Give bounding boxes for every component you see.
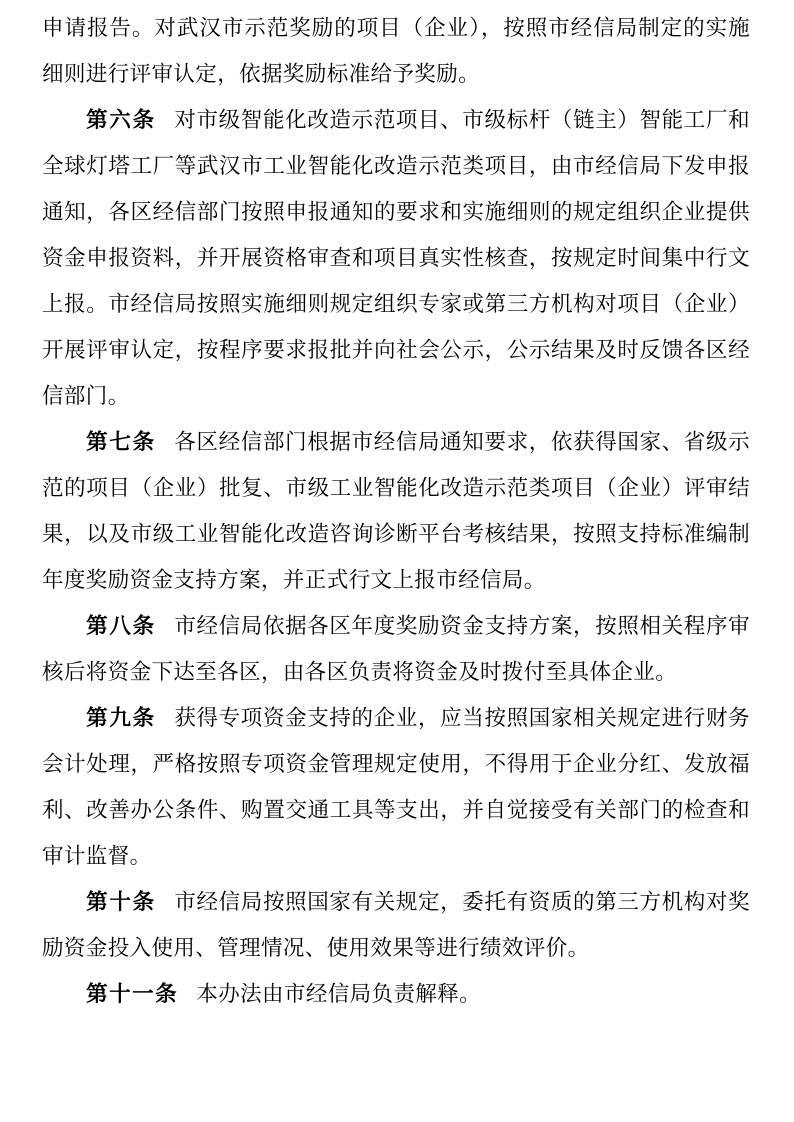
article-number: 第六条 <box>86 108 156 133</box>
article-number: 第八条 <box>86 614 156 639</box>
paragraph-text: 本办法由市经信局负责解释。 <box>196 982 482 1007</box>
paragraph-article-8 <box>42 604 750 696</box>
paragraph-article-7 <box>42 420 750 604</box>
paragraph-text: 申请报告。对武汉市示范奖励的项目（企业），按照市经信局制定的实施细则进行评审认定，依据奖励标准给予奖励。 <box>42 16 750 87</box>
paragraph-text: 市经信局按照国家有关规定，委托有资质的第三方机构对奖励资金投入使用、管理情况、使用效果等进行绩效评价。 <box>42 890 750 961</box>
paragraph-article-6 <box>42 98 750 420</box>
paragraph-article-9 <box>42 696 750 880</box>
paragraph-article-10 <box>42 880 750 972</box>
paragraph-text: 获得专项资金支持的企业，应当按照国家相关规定进行财务会计处理，严格按照专项资金管理规定使用，不得用于企业分红、发放福利、改善办公条件、购置交通工具等支出，并自觉接受有关部门的检查和审计监督。 <box>42 706 750 869</box>
paragraph-continued <box>42 6 750 98</box>
article-number: 第十一条 <box>86 982 179 1007</box>
paragraph-text: 对市级智能化改造示范项目、市级标杆（链主）智能工厂和全球灯塔工厂等武汉市工业智能化改造示范类项目，由市经信局下发申报通知，各区经信部门按照申报通知的要求和实施细则的规定组织企业提供资金申报资料，并开展资格审查和项目真实性核查，按规定时间集中行文上报。市经信局按照实施细则规定组织专家或第三方机构对项目（企业）开展评审认定，按程序要求报批并向社会公示，公示结果及时反馈各区经信部门。 <box>42 108 750 409</box>
paragraph-text: 各区经信部门根据市经信局通知要求，依获得国家、省级示范的项目（企业）批复、市级工业智能化改造示范类项目（企业）评审结果，以及市级工业智能化改造咨询诊断平台考核结果，按照支持标准编制年度奖励资金支持方案，并正式行文上报市经信局。 <box>42 430 750 593</box>
paragraph-article-11 <box>42 972 750 1018</box>
article-number: 第七条 <box>86 430 156 455</box>
article-number: 第九条 <box>86 706 156 731</box>
article-number: 第十条 <box>86 890 156 915</box>
paragraph-text: 市经信局依据各区年度奖励资金支持方案，按照相关程序审核后将资金下达至各区，由各区负责将资金及时拨付至具体企业。 <box>42 614 750 685</box>
